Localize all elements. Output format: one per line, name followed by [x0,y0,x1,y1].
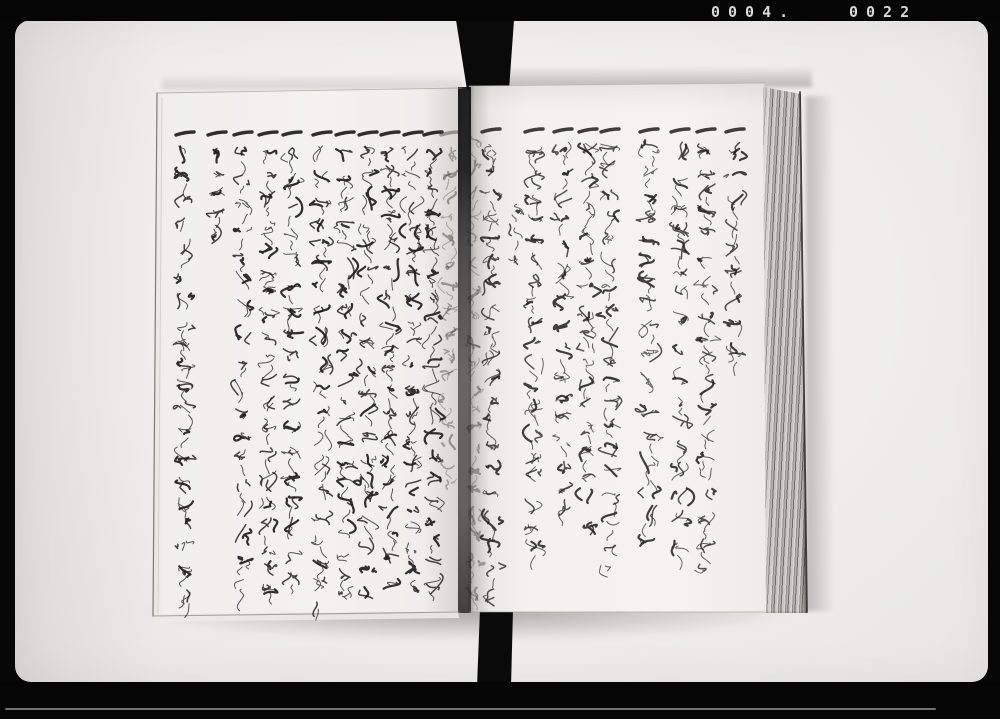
left-page [150,85,466,619]
film-edge-line [5,708,936,710]
frame-counter-reel-number: 0004. [711,3,797,21]
book-gutter [458,87,471,613]
book-cradle-strap-bottom [477,609,514,687]
frame-counter [0,0,1000,21]
page-edges-stack [762,83,808,614]
frame-counter-frame-number: 0022 [849,3,918,21]
film-bottom-bar [0,682,1000,719]
right-page [468,83,768,613]
film-top-bar [0,0,1000,21]
